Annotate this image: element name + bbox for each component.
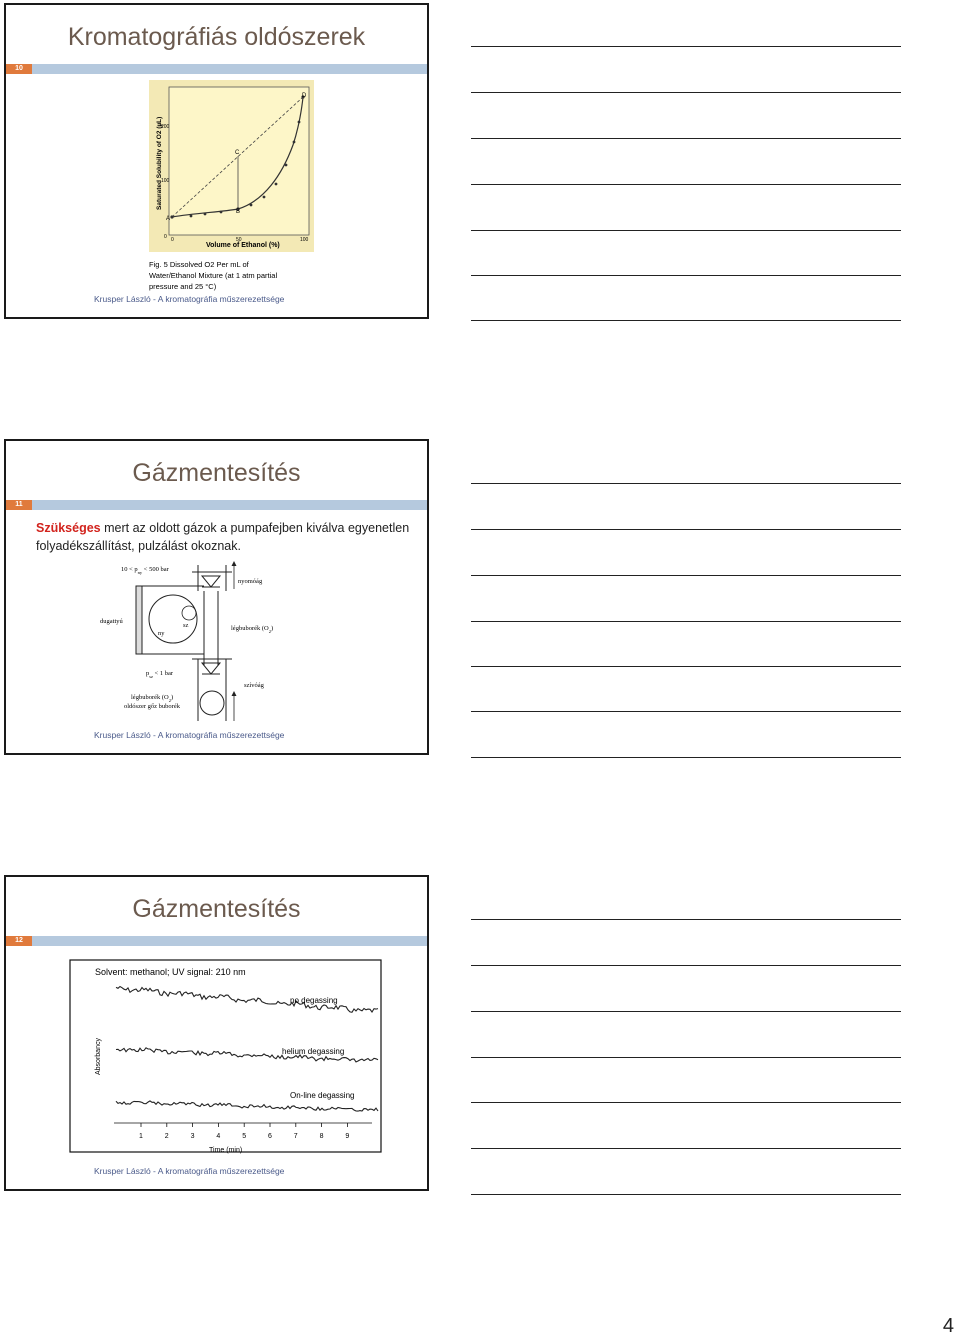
note-line: [471, 1057, 901, 1058]
slide-footer: Krusper László - A kromatográfia műszerezettsége: [94, 1166, 285, 1176]
point-label-a: A: [166, 216, 171, 222]
figure-caption-line: pressure and 25 °C): [149, 282, 217, 291]
note-line: [471, 230, 901, 231]
solvent-bubble-label: oldószer gőz buborék: [124, 703, 180, 710]
x-tick-label: 3: [190, 1133, 195, 1140]
x-tick-label: 7: [293, 1133, 298, 1140]
figure-caption-line: Fig. 5 Dissolved O2 Per mL of: [149, 260, 249, 269]
slide-title: Gázmentesítés: [132, 895, 301, 923]
inlet-label: szívóág: [244, 682, 264, 689]
note-line: [471, 621, 901, 622]
slide-footer: Krusper László - A kromatográfia műszerezettsége: [94, 294, 285, 304]
y-tick: 0: [164, 234, 167, 240]
note-line: [471, 666, 901, 667]
note-line: [471, 1102, 901, 1103]
x-tick: 50: [236, 237, 242, 243]
note-line: [471, 757, 901, 758]
bubble-in-chamber: [182, 606, 196, 620]
note-line: [471, 919, 901, 920]
slide-number: 10: [6, 64, 32, 74]
slide-number: 11: [6, 500, 32, 510]
x-tick-label: 1: [139, 1133, 143, 1140]
point-label-c: C: [235, 150, 240, 156]
solvent-vapor-bubble: [200, 691, 224, 715]
note-line: [471, 1148, 901, 1149]
figure-caption-line: Water/Ethanol Mixture (at 1 atm partial: [149, 271, 278, 280]
pressure-low-label: $p_{sz} < 1$ bar: [146, 670, 174, 679]
slide-number: 12: [6, 936, 32, 946]
x-tick-label: 9: [345, 1133, 350, 1140]
note-line: [471, 575, 901, 576]
x-tick: 0: [171, 237, 174, 243]
o2-solubility-figure: [6, 5, 431, 321]
note-line: [471, 1194, 901, 1195]
note-line: [471, 184, 901, 185]
note-line: [471, 92, 901, 93]
x-tick-label: 6: [268, 1133, 272, 1140]
chamber-sz-label: sz: [183, 622, 189, 629]
point-label-b: B: [236, 209, 241, 215]
trace-label: no degassing: [290, 996, 338, 1005]
slide-footer: Krusper László - A kromatográfia műszerezettsége: [94, 730, 285, 740]
trace-label: On-line degassing: [290, 1091, 355, 1100]
note-line: [471, 138, 901, 139]
x-tick-label: 8: [319, 1133, 324, 1140]
outlet-label: nyomóág: [238, 578, 263, 585]
note-line: [471, 275, 901, 276]
note-line: [471, 1011, 901, 1012]
y-axis-label: Absorbancy: [95, 1038, 102, 1075]
pressure-high-label: $10 < p_{ny} < 500$ bar: [121, 566, 169, 575]
piston-label: dugattyú: [100, 618, 123, 625]
x-tick-label: 4: [216, 1133, 221, 1140]
page-number: 4: [942, 1315, 954, 1337]
trace-label: helium degassing: [282, 1047, 345, 1056]
slide-12: [4, 875, 429, 1191]
body-rest: mert az oldott gázok a pumpafejben kiválva egyenetlen folyadékszállítást, pulzálást okoznak.: [36, 521, 410, 553]
x-tick: 100: [300, 237, 309, 243]
note-line: [471, 965, 901, 966]
inlet-check-valve: [202, 663, 220, 674]
y-tick: 200: [161, 124, 170, 130]
y-axis-label: Saturated Solubility of O2 (µL): [156, 116, 163, 210]
point-label-d: D: [302, 93, 307, 99]
note-line: [471, 711, 901, 712]
note-line: [471, 529, 901, 530]
piston: [136, 586, 142, 654]
figure-header: Solvent: methanol; UV signal: 210 nm: [95, 967, 246, 977]
chamber-ny-label: ny: [158, 630, 165, 637]
note-line: [471, 46, 901, 47]
x-axis-label: Volume of Ethanol (%): [206, 242, 280, 249]
slide-11: [4, 439, 429, 755]
air-bubble-right-label: légbuborék $(O_2)$: [231, 625, 274, 634]
outlet-check-valve: [202, 576, 220, 587]
y-tick: 100: [161, 178, 170, 184]
note-line: [471, 320, 901, 321]
x-tick-label: 5: [242, 1133, 247, 1140]
slide-title: Kromatográfiás oldószerek: [67, 23, 366, 51]
x-axis-label: Time (min): [209, 1147, 243, 1154]
pump-chamber: [149, 595, 197, 643]
slide-title: Gázmentesítés: [132, 459, 301, 487]
degassing-baseline-figure: [6, 877, 431, 1193]
highlight-word: Szükséges: [36, 521, 101, 535]
pump-head-diagram: [6, 441, 431, 757]
air-bubble-left-label: légbuborék $(O_2)$: [131, 694, 174, 703]
note-line: [471, 483, 901, 484]
x-tick-label: 2: [164, 1133, 169, 1140]
slide-10: [4, 3, 429, 319]
